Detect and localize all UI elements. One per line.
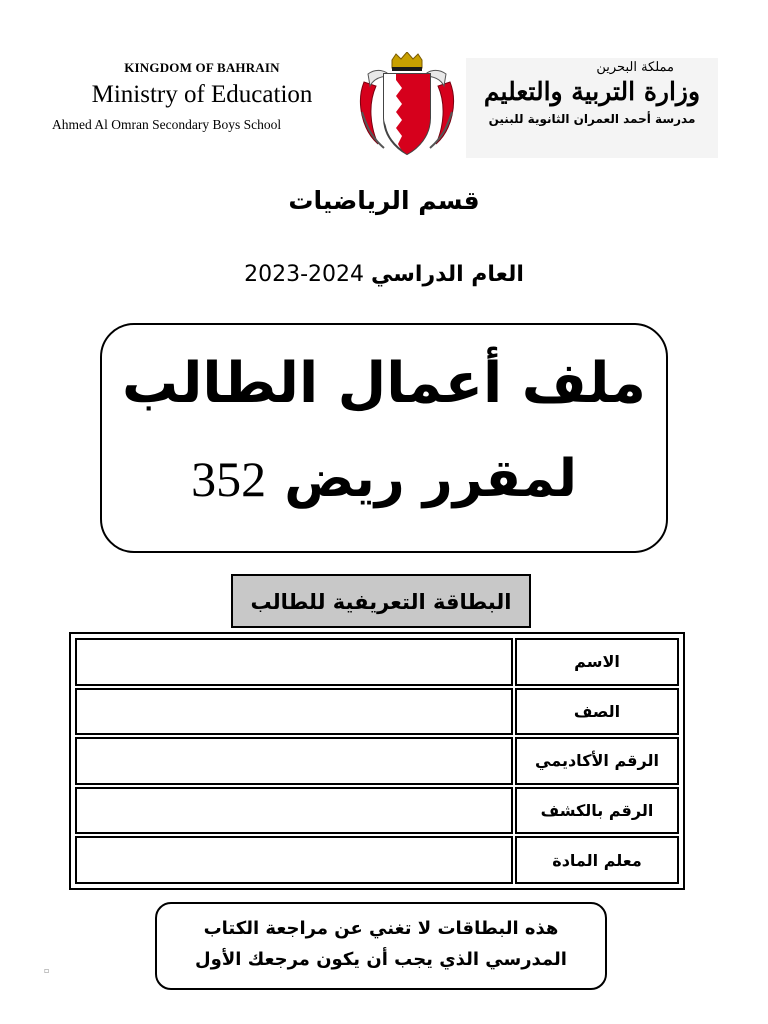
student-id-card-label: البطاقة التعريفية للطالب — [231, 574, 531, 628]
course-title-text: لمقرر ريض — [284, 449, 577, 509]
name-label: الاسم — [515, 638, 679, 686]
ministry-text-en: Ministry of Education — [91, 81, 313, 108]
table-row — [75, 836, 679, 884]
ministry-text-ar: وزارة التربية والتعليم — [483, 77, 701, 106]
school-text-ar: مدرسة أحمد العمران الثانوية للبنين — [488, 112, 696, 126]
school-text-en: Ahmed Al Omran Secondary Boys School — [52, 117, 282, 132]
subject-teacher-label: معلم المادة — [515, 836, 679, 884]
academic-number-field[interactable] — [75, 737, 513, 785]
subject-teacher-field[interactable] — [75, 836, 513, 884]
name-field[interactable] — [75, 638, 513, 686]
academic-number-label: الرقم الأكاديمي — [515, 737, 679, 785]
note-line-1: هذه البطاقات لا تغني عن مراجعة الكتاب — [203, 918, 559, 939]
header-english — [52, 60, 352, 133]
table-row — [75, 737, 679, 785]
course-number: 352 — [191, 451, 267, 507]
roll-number-label: الرقم بالكشف — [515, 787, 679, 835]
portfolio-title-box — [100, 323, 668, 553]
class-field[interactable] — [75, 688, 513, 736]
roll-number-field[interactable] — [75, 787, 513, 835]
academic-year — [0, 262, 768, 287]
academic-year-value: 2024-2023 — [244, 262, 365, 287]
table-row — [75, 688, 679, 736]
note-line-2: المدرسي الذي يجب أن يكون مرجعك الأول — [195, 949, 567, 970]
table-row — [75, 787, 679, 835]
student-info-table — [69, 632, 685, 890]
class-label: الصف — [515, 688, 679, 736]
header-arabic — [466, 58, 718, 158]
course-title — [102, 449, 666, 509]
bahrain-emblem-icon — [356, 52, 458, 160]
kingdom-text-ar: مملكة البحرين — [596, 60, 674, 75]
table-row — [75, 638, 679, 686]
department-title: قسم الرياضيات — [288, 186, 480, 215]
portfolio-title: ملف أعمال الطالب — [122, 351, 646, 416]
page-marker: ▫ — [44, 966, 50, 975]
note-box — [155, 902, 607, 990]
kingdom-text-en: KINGDOM OF BAHRAIN — [124, 60, 280, 75]
academic-year-label: العام الدراسي — [371, 262, 524, 287]
